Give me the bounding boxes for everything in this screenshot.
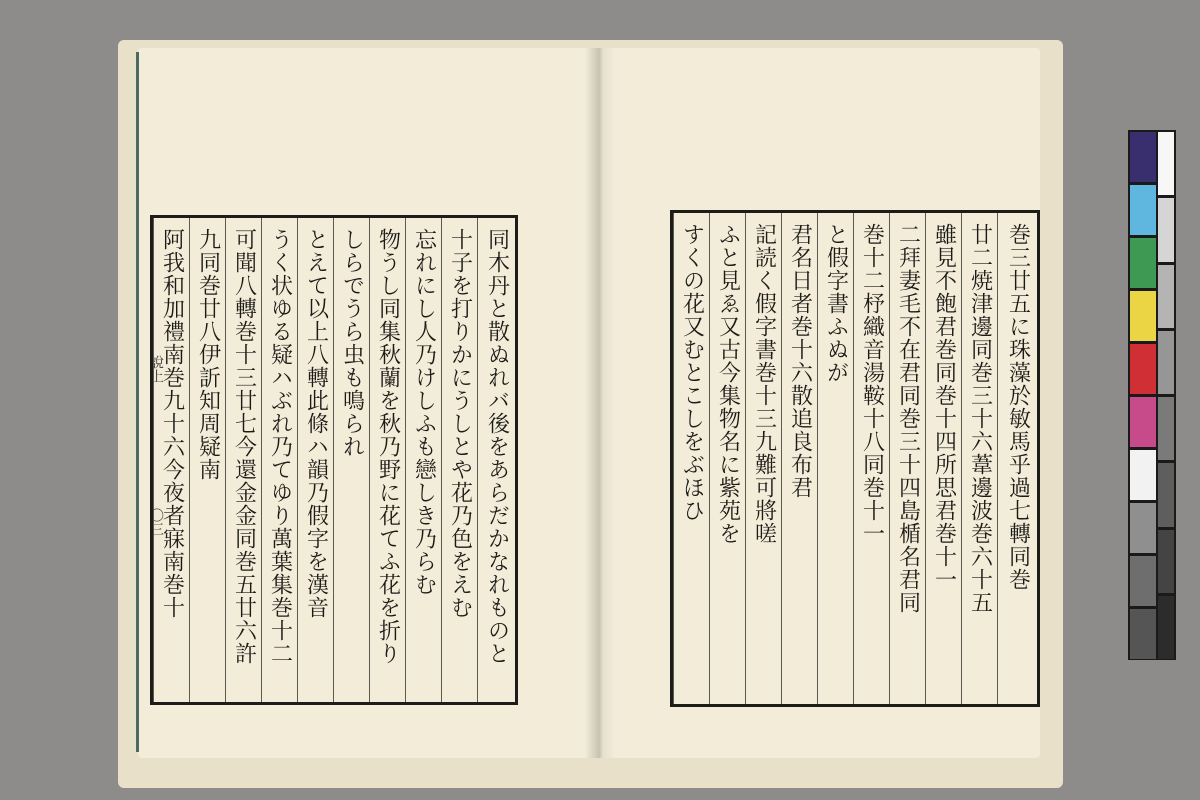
text-column: しらでうら虫も鳴られ — [333, 218, 369, 702]
gray-patch — [1158, 265, 1174, 328]
text-column: 忘れにし人乃けしふも戀しき乃らむ — [405, 218, 441, 702]
text-column: 阿我和加禮南巻九十六今夜者寐南巻十 — [153, 218, 189, 702]
text-column: 十子を打りかにうしとや花乃色をえむ — [441, 218, 477, 702]
book-gutter — [585, 48, 615, 758]
text-column: うく状ゆる疑ハぶれ乃てゆり萬葉集巻十二 — [261, 218, 297, 702]
text-column: 君名日者巻十六散追良布君 — [781, 213, 817, 704]
text-column: すくの花又むとこしをぶほひ — [673, 213, 709, 704]
page-number: 〇三 — [148, 508, 164, 536]
color-patch — [1130, 185, 1156, 235]
left-text-frame — [150, 215, 518, 705]
text-column: とえて以上八轉此條ハ韻乃假字を漢音 — [297, 218, 333, 702]
text-column: 記読く假字書巻十三九難可將嗟 — [745, 213, 781, 704]
page-edge-strip — [136, 52, 139, 752]
gray-patch — [1158, 463, 1174, 526]
color-patch — [1130, 450, 1156, 500]
text-column: ふと見ゑ又古今集物名に紫苑を — [709, 213, 745, 704]
text-column: と假字書ふぬが — [817, 213, 853, 704]
text-column: 九同巻廿八伊訢知周疑南 — [189, 218, 225, 702]
gray-patch — [1158, 530, 1174, 593]
color-patch — [1130, 503, 1156, 553]
running-head: 說上 — [148, 355, 164, 383]
gray-patch — [1158, 198, 1174, 261]
gray-patch — [1158, 331, 1174, 394]
text-column: 同木丹と散ぬれバ後をあらだかなれものと — [477, 218, 515, 702]
text-column: 二拜妻毛不在君同巻三十四島楯名君同 — [889, 213, 925, 704]
gray-patch — [1158, 132, 1174, 195]
color-calibration-chart — [1128, 130, 1176, 660]
text-column: 可聞八轉巻十三廿七今還金金同巻五廿六許 — [225, 218, 261, 702]
color-patch — [1130, 556, 1156, 606]
color-patch — [1130, 609, 1156, 659]
gray-patch — [1158, 596, 1174, 659]
text-column: 巻三廿五に珠藻於敏馬乎過七轉同巻 — [997, 213, 1037, 704]
text-column: 雖見不飽君巻同巻十四所思君巻十一 — [925, 213, 961, 704]
text-column: 廿二焼津邊同巻三十六葦邊波巻六十五 — [961, 213, 997, 704]
text-column: 物うし同集秋蘭を秋乃野に花てふ花を折り — [369, 218, 405, 702]
color-patch — [1130, 397, 1156, 447]
text-column: 巻十二杼織音湯鞍十八同巻十一 — [853, 213, 889, 704]
color-patch — [1130, 132, 1156, 182]
color-patch — [1130, 238, 1156, 288]
color-patch — [1130, 291, 1156, 341]
gray-patch — [1158, 397, 1174, 460]
color-patch — [1130, 344, 1156, 394]
right-text-frame — [670, 210, 1040, 707]
